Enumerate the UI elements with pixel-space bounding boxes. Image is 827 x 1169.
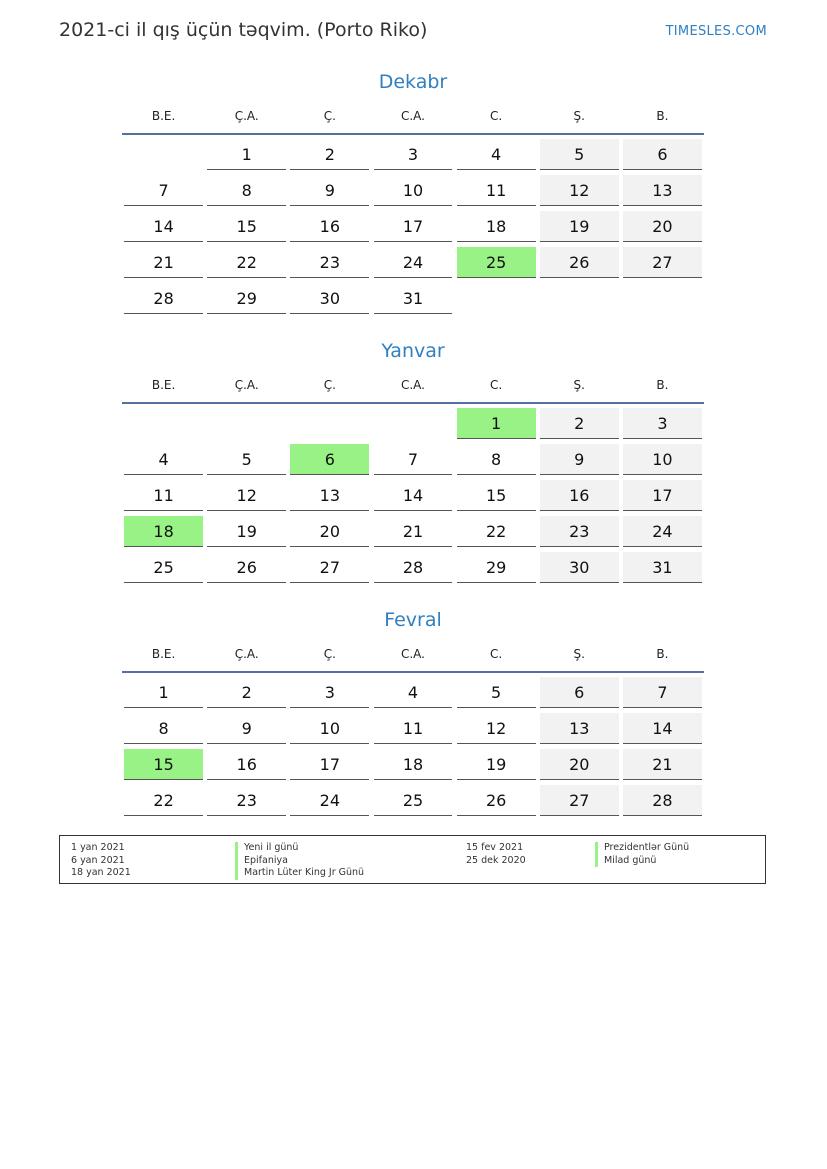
weekday-label: C. — [490, 378, 503, 392]
weekday-label: B. — [656, 378, 669, 392]
day-cell: 18 — [124, 516, 203, 547]
legend-dates-left — [71, 842, 131, 880]
day-cell: 10 — [623, 444, 702, 475]
day-cell: 13 — [540, 713, 619, 744]
weekday-label: Ş. — [573, 109, 585, 123]
day-cell: 13 — [623, 175, 702, 206]
day-cell: 24 — [623, 516, 702, 547]
month-name: Dekabr — [378, 71, 448, 93]
day-cell: 29 — [457, 552, 536, 583]
day-cell: 20 — [540, 749, 619, 780]
day-cell: 20 — [290, 516, 369, 547]
week-row — [122, 552, 704, 588]
day-cell: 4 — [374, 677, 453, 708]
day-cell: 27 — [623, 247, 702, 278]
day-cell: 15 — [457, 480, 536, 511]
weekday-label: Ç.A. — [234, 109, 259, 123]
weekday-label: Ş. — [573, 647, 585, 661]
day-cell: 28 — [374, 552, 453, 583]
week-row — [122, 283, 704, 319]
day-cell: 3 — [623, 408, 702, 439]
day-cell: 3 — [374, 139, 453, 170]
day-cell: 28 — [124, 283, 203, 314]
weekday-label: C. — [490, 647, 503, 661]
day-cell: 17 — [623, 480, 702, 511]
day-cell: 4 — [124, 444, 203, 475]
day-cell: 6 — [290, 444, 369, 475]
legend-date: 1 yan 2021 — [71, 842, 125, 853]
day-cell: 12 — [207, 480, 286, 511]
day-cell: 30 — [540, 552, 619, 583]
day-cell: 10 — [374, 175, 453, 206]
day-cell: 16 — [290, 211, 369, 242]
week-row — [122, 444, 704, 480]
legend-names-left — [235, 842, 364, 880]
day-cell: 7 — [374, 444, 453, 475]
week-row — [122, 713, 704, 749]
day-cell: 28 — [623, 785, 702, 816]
day-cell: 6 — [623, 139, 702, 170]
day-cell: 9 — [540, 444, 619, 475]
weekday-label: B.E. — [151, 647, 176, 661]
day-cell: 31 — [623, 552, 702, 583]
day-cell: 14 — [623, 713, 702, 744]
day-cell: 24 — [290, 785, 369, 816]
legend-dates-right — [466, 842, 526, 867]
weekday-label: B.E. — [151, 378, 176, 392]
day-grid — [122, 677, 704, 821]
day-cell: 29 — [207, 283, 286, 314]
day-cell: 1 — [457, 408, 536, 439]
day-cell: 14 — [374, 480, 453, 511]
weekday-header — [122, 643, 704, 665]
legend-date: 25 dek 2020 — [466, 854, 526, 866]
month-name: Yanvar — [381, 340, 445, 362]
site-link[interactable]: TIMESLES.COM — [665, 24, 767, 39]
weekday-label: C. — [490, 109, 503, 123]
day-cell: 25 — [124, 552, 203, 583]
day-cell: 16 — [540, 480, 619, 511]
weekday-label: Ç. — [323, 647, 336, 661]
day-cell: 22 — [207, 247, 286, 278]
day-cell: 30 — [290, 283, 369, 314]
day-cell: 12 — [457, 713, 536, 744]
day-cell: 11 — [457, 175, 536, 206]
empty-cell — [124, 408, 203, 438]
month-name: Fevral — [384, 609, 442, 631]
day-cell: 8 — [124, 713, 203, 744]
day-cell: 11 — [124, 480, 203, 511]
weekday-header — [122, 105, 704, 127]
holiday-legend — [59, 835, 766, 884]
day-cell: 10 — [290, 713, 369, 744]
weekday-label: Ş. — [573, 378, 585, 392]
legend-date: 18 yan 2021 — [71, 867, 131, 878]
day-cell: 26 — [207, 552, 286, 583]
weekday-label: B.E. — [151, 109, 176, 123]
weekday-label: Ç.A. — [234, 378, 259, 392]
legend-holiday-name: Epifaniya — [235, 855, 364, 868]
week-row — [122, 785, 704, 821]
legend-date: 15 fev 2021 — [466, 842, 524, 853]
legend-names-right — [595, 842, 689, 867]
month-calendar — [122, 70, 704, 319]
day-cell: 3 — [290, 677, 369, 708]
day-grid — [122, 408, 704, 588]
week-row — [122, 175, 704, 211]
weekday-label: C.A. — [400, 647, 425, 661]
day-cell: 5 — [540, 139, 619, 170]
weekday-label: C.A. — [400, 109, 425, 123]
day-cell: 7 — [124, 175, 203, 206]
day-cell: 1 — [124, 677, 203, 708]
day-cell: 21 — [374, 516, 453, 547]
day-cell: 4 — [457, 139, 536, 170]
day-cell: 26 — [540, 247, 619, 278]
week-row — [122, 516, 704, 552]
week-row — [122, 677, 704, 713]
day-cell: 27 — [290, 552, 369, 583]
day-cell: 27 — [540, 785, 619, 816]
day-cell: 21 — [124, 247, 203, 278]
legend-holiday-name: Martin Lüter King Jr Günü — [235, 867, 364, 880]
weekday-label: Ç. — [323, 378, 336, 392]
weekday-label: Ç. — [323, 109, 336, 123]
day-cell: 25 — [457, 247, 536, 278]
header-divider — [122, 671, 704, 673]
header-divider — [122, 133, 704, 135]
legend-date: 6 yan 2021 — [71, 854, 125, 866]
header-divider — [122, 402, 704, 404]
day-cell: 23 — [207, 785, 286, 816]
day-cell: 11 — [374, 713, 453, 744]
day-cell: 17 — [374, 211, 453, 242]
week-row — [122, 247, 704, 283]
empty-cell — [124, 139, 203, 169]
day-cell: 19 — [457, 749, 536, 780]
day-cell: 12 — [540, 175, 619, 206]
day-cell: 22 — [124, 785, 203, 816]
day-cell: 15 — [207, 211, 286, 242]
day-cell: 2 — [207, 677, 286, 708]
day-cell: 5 — [207, 444, 286, 475]
weekday-label: Ç.A. — [234, 647, 259, 661]
day-cell: 23 — [290, 247, 369, 278]
week-row — [122, 749, 704, 785]
day-cell: 15 — [124, 749, 203, 780]
legend-holiday-name: Milad günü — [595, 855, 689, 868]
day-cell: 1 — [207, 139, 286, 170]
day-cell: 24 — [374, 247, 453, 278]
empty-cell — [290, 408, 369, 438]
day-cell: 19 — [207, 516, 286, 547]
day-cell: 13 — [290, 480, 369, 511]
week-row — [122, 211, 704, 247]
week-row — [122, 408, 704, 444]
day-cell: 26 — [457, 785, 536, 816]
weekday-label: B. — [656, 109, 669, 123]
day-cell: 6 — [540, 677, 619, 708]
day-cell: 31 — [374, 283, 453, 314]
day-cell: 21 — [623, 749, 702, 780]
week-row — [122, 480, 704, 516]
week-row — [122, 139, 704, 175]
empty-cell — [374, 408, 453, 438]
legend-holiday-name: Yeni il günü — [235, 842, 364, 855]
day-cell: 17 — [290, 749, 369, 780]
day-cell: 2 — [540, 408, 619, 439]
day-cell: 16 — [207, 749, 286, 780]
day-cell: 7 — [623, 677, 702, 708]
day-cell: 19 — [540, 211, 619, 242]
day-cell: 9 — [207, 713, 286, 744]
day-cell: 9 — [290, 175, 369, 206]
day-cell: 23 — [540, 516, 619, 547]
page-title: 2021-ci il qış üçün təqvim. (Porto Riko) — [59, 19, 428, 41]
day-cell: 8 — [207, 175, 286, 206]
empty-cell — [623, 283, 702, 313]
weekday-header — [122, 374, 704, 396]
day-cell: 18 — [374, 749, 453, 780]
day-grid — [122, 139, 704, 319]
day-cell: 18 — [457, 211, 536, 242]
legend-holiday-name: Prezidentlər Günü — [595, 842, 689, 855]
empty-cell — [540, 283, 619, 313]
weekday-label: B. — [656, 647, 669, 661]
day-cell: 2 — [290, 139, 369, 170]
day-cell: 8 — [457, 444, 536, 475]
weekday-label: C.A. — [400, 378, 425, 392]
day-cell: 25 — [374, 785, 453, 816]
day-cell: 20 — [623, 211, 702, 242]
month-calendar — [122, 339, 704, 588]
empty-cell — [457, 283, 536, 313]
day-cell: 22 — [457, 516, 536, 547]
day-cell: 5 — [457, 677, 536, 708]
month-calendar — [122, 608, 704, 821]
day-cell: 14 — [124, 211, 203, 242]
empty-cell — [207, 408, 286, 438]
